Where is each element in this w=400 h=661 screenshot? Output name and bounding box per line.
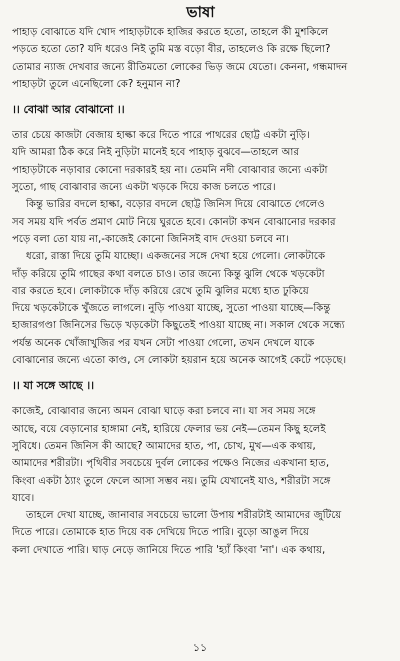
text-line: কিন্তু ভারির বদলে হাল্কা, বড়োর বদলে ছোট্ট জিনিস দিয়ে বোঝাতে গেলেও — [26, 199, 325, 211]
section-heading: ।। যা সঙ্গে আছে ।। — [12, 379, 94, 393]
text-line: কিংবা একটা ঠ্যাং তুলে ফেলে আসা সম্ভব নয়। তুমি যেখানেই যাও, শরীরটা সঙ্গে — [12, 475, 331, 487]
page-number: ১১ — [192, 641, 208, 654]
text-line: বার করতে হবে। লোকটাকে দাঁড় করিয়ে রেখে তুমি ঝুলির মধ্যে হাত ঢুকিয়ে — [12, 285, 309, 297]
text-line: কলা দেখাতে পারি। ঘাড় নেড়ে জানিয়ে দিতে পারি 'হ্যাঁ কিংবা 'না'। এক কথায়, — [12, 544, 326, 556]
paragraph — [12, 248, 389, 369]
text-line: ধরো, রাস্তা দিয়ে তুমি যাচ্ছো। একজনের সঙ্গে দেখা হয়ে গেলো। লোকটাকে — [26, 251, 326, 263]
text-line: পাহাড়টাকে নড়াবার কোনো দরকারই হয় না। তেমনি নদী বোঝাবার জন্যে একটা — [12, 164, 328, 176]
text-line: পড়তে হতো তো? যদি ধরেও নিই তুমি মস্ত বড়ো বীর, তাহলেও কি রক্ষে ছিলো? — [12, 44, 331, 56]
text-line: কাজেই, বোঝাবার জন্যে অমন বোঝা ঘাড়ে করা চলবে না। যা সব সময় সঙ্গে — [12, 406, 316, 418]
text-line: পড়ে বলা তো যায় না,-কাজেই কোনো জিনিসই বাদ দেওয়া চলবে না। — [12, 233, 289, 245]
text-line: আছে, বয়ে বেড়ানোর হাঙ্গামা নেই, হারিয়ে ফেলার ভয় নেই—তেমন কিছু হলেই — [12, 423, 326, 435]
text-line: সুবিধে। তেমন জিনিস কী আছে? আমাদের হাত, পা, চোখ, মুখ—এক কথায়, — [12, 440, 316, 452]
text-line: তোমার ন্যাজ দেখবার জন্যে রীতিমতো লোকের ভিড় জমে যেতো। কেননা, গন্ধমাদন — [12, 61, 348, 73]
paragraph — [12, 507, 389, 559]
text-line: দিয়ে খড়কেটাকে খুঁজতে লাগলে। নুড়ি পাওয়া যাচ্ছে, সুতো পাওয়া যাচ্ছে—কিন্তু — [12, 303, 331, 315]
text-line: পাহাড়টা তুলে এনেছিলো কে? হনুমান না? — [12, 78, 181, 90]
text-line: দাঁড় করিয়ে তুমি গাছের কথা বলতে চাও। তার জন্যে কিন্তু ঝুলি থেকে খড়কেটা — [12, 268, 325, 280]
text-line: আমাদের শরীরটা। পৃথিবীর সবচেয়ে দুর্বল লোকের পক্ষেও নিজের একখানা হাত, — [12, 458, 330, 470]
page-title: ভাষা — [186, 3, 215, 21]
page-content — [12, 24, 389, 559]
text-line: পাহাড় বোঝাতে যদি খোদ পাহাড়টাকে হাজির করতে হতো, তাহলে কী মুশকিলে — [12, 27, 329, 38]
text-line: তার চেয়ে কাজটা বেজায় হাল্কা করে দিতে পারে পাথরের ছোট্ট একটা নুড়ি। — [12, 130, 310, 142]
paragraph — [12, 196, 389, 248]
paragraph — [12, 403, 389, 507]
text-line: হাজারগণ্ডা জিনিসের ভিড়ে খড়কেটা কিছুতেই পাওয়া যাচ্ছে না। সকাল থেকে সন্ধ্যে — [12, 320, 345, 332]
section-heading: ।। বোঝা আর বোঝানো ।। — [12, 103, 125, 117]
text-line: দিতে পারে। তোমাকে হাত দিয়ে বক দেখিয়ে দিতে পারি। বুড়ো আঙুল দিয়ে — [12, 527, 310, 539]
text-line: পর্যন্ত অনেক খোঁজাখুজির পর যখন সেটা পাওয়া গেলো, তখন দেখলে যাকে — [12, 337, 315, 349]
text-line: তাহলে দেখা যাচ্ছে, জানাবার সবচেয়ে ভালো উপায় শরীরটাই আমাদের জুটিয়ে — [26, 510, 342, 522]
text-line: সুতো, গাছ বোঝাবার জন্যে একটা খড়কে দিয়ে কাজ চলতে পারে। — [12, 182, 276, 194]
paragraph — [12, 24, 389, 93]
text-line: বোঝানোর জন্যে এতো কাণ্ড, সে লোকটা হয়রান হয়ে অনেক আগেই কেটে পড়েছে। — [12, 355, 347, 367]
text-line: যাবে। — [12, 492, 35, 504]
text-line: যদি আমরা ঠিক করে নিই নুড়িটা মানেই হবে পাহাড় বুঝবে—তাহলে আর — [12, 147, 300, 159]
paragraph — [12, 127, 389, 196]
text-line: সব সময় যদি পর্বত প্রমাণ মোট নিয়ে ঘুরতে হবে। কোনটা কখন বোঝানোর দরকার — [12, 216, 336, 228]
